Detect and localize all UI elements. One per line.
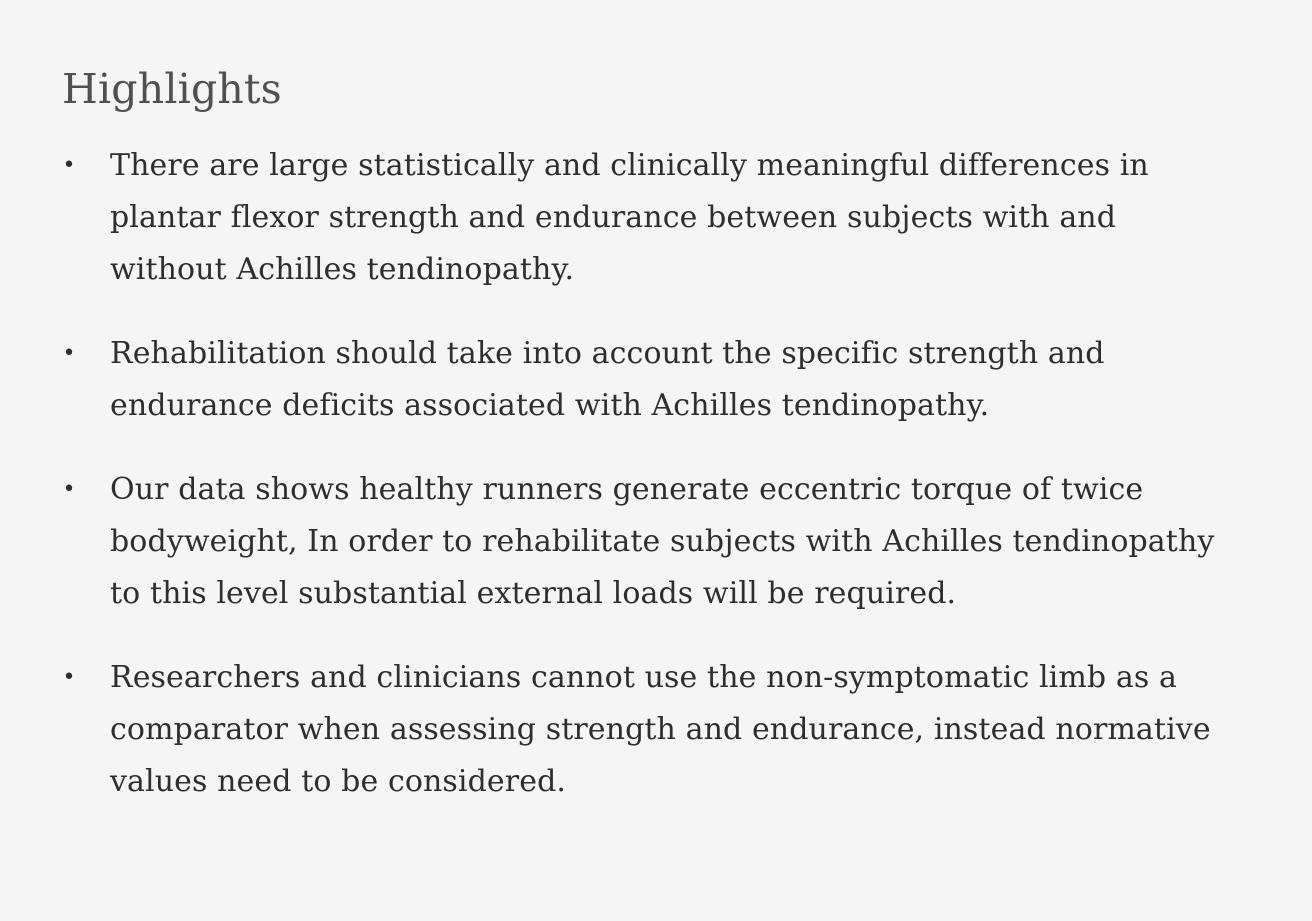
highlight-text: Rehabilitation should take into account the specific strength and endurance deficits associated with Achilles tendinopathy.: [110, 336, 1105, 423]
highlight-text: Researchers and clinicians cannot use the non-symptomatic limb as a comparator when assessing strength and endurance, instead normative values need to be considered.: [110, 660, 1211, 799]
highlights-heading: Highlights: [62, 65, 282, 113]
highlight-item: [62, 328, 1232, 432]
highlight-text: There are large statistically and clinically meaningful differences in plantar flexor strength and endurance between subjects with and without Achilles tendinopathy.: [110, 148, 1149, 287]
highlight-item: [62, 464, 1232, 620]
bullet-icon: •: [62, 341, 76, 366]
highlight-item: [62, 652, 1232, 808]
highlight-text: Our data shows healthy runners generate eccentric torque of twice bodyweight, In order to rehabilitate subjects with Achilles tendinopathy to this level substantial external loads will be required.: [110, 472, 1215, 611]
bullet-icon: •: [62, 153, 76, 178]
bullet-icon: •: [62, 665, 76, 690]
highlights-list: [62, 140, 1232, 808]
bullet-icon: •: [62, 477, 76, 502]
highlight-item: [62, 140, 1232, 296]
